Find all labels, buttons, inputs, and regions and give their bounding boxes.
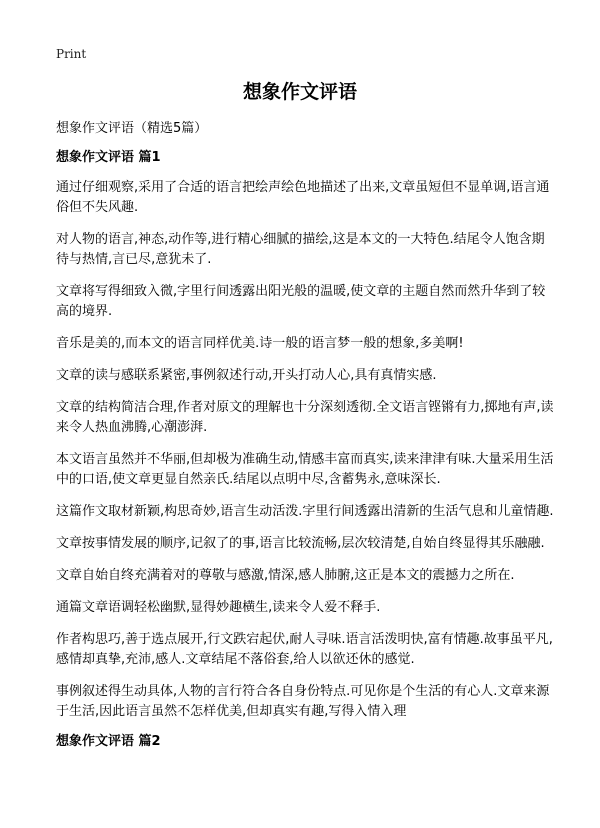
section-heading-2: 想象作文评语 篇2 bbox=[56, 734, 161, 749]
paragraph: 这篇作文取材新颖,构思奇妙,语言生动活泼.字里行间透露出清新的生活气息和儿童情趣. bbox=[56, 504, 554, 519]
paragraph: 本文语言虽然并不华丽,但却极为准确生动,情感丰富而真实,读来津津有味.大量采用生活中的口语,使文章更显自然亲氏.结尾以点明中尽,含蓄隽永,意味深长. bbox=[56, 452, 554, 487]
paragraph: 事例叙述得生动具体,人物的言行符合各自身份特点.可见你是个生活的有心人.文章来源于生活,因此语言虽然不怎样优美,但却真实有趣,写得入情入理 bbox=[56, 684, 550, 719]
paragraph: 音乐是美的,而本文的语言同样优美.诗一般的语言梦一般的想象,多美啊! bbox=[56, 336, 464, 351]
document-body bbox=[56, 150, 556, 762]
paragraph: 文章按事情发展的顺序,记叙了的事,语言比较流畅,层次较清楚,自始自终显得其乐融融. bbox=[56, 536, 545, 551]
print-label[interactable]: Print bbox=[56, 47, 87, 61]
paragraph: 作者构思巧,善于选点展开,行文跌宕起伏,耐人寻味.语言活泼明快,富有情趣.故事虽平凡,感情却真挚,充沛,感人.文章结尾不落俗套,给人以欲还休的感觉. bbox=[56, 632, 553, 667]
paragraph: 通篇文章语调轻松幽默,显得妙趣横生,读来令人爱不释手. bbox=[56, 600, 381, 615]
paragraph: 文章的读与感联系紧密,事例叙述行动,开头打动人心,具有真情实感. bbox=[56, 368, 437, 383]
paragraph: 文章的结构简洁合理,作者对原文的理解也十分深刻透彻.全文语言铿锵有力,掷地有声,读来令人热血沸腾,心潮澎湃. bbox=[56, 400, 554, 435]
page-subtitle: 想象作文评语（精选5篇） bbox=[56, 121, 208, 136]
paragraph: 文章将写得细致入微,字里行间透露出阳光般的温暖,使文章的主题自然而然升华到了较高的境界. bbox=[56, 284, 546, 319]
page-title: 想象作文评语 bbox=[242, 81, 357, 103]
paragraph: 通过仔细观察,采用了合适的语言把绘声绘色地描述了出来,文章虽短但不显单调,语言通俗但不失风趣. bbox=[56, 180, 550, 215]
paragraph: 文章自始自终充满着对的尊敬与感激,情深,感人肺腑,这正是本文的震撼力之所在. bbox=[56, 568, 515, 583]
paragraph: 对人物的语言,神态,动作等,进行精心细腻的描绘,这是本文的一大特色.结尾令人饱含期待与热情,言已尽,意犹未了. bbox=[56, 232, 545, 267]
section-heading-1: 想象作文评语 篇1 bbox=[56, 150, 161, 165]
